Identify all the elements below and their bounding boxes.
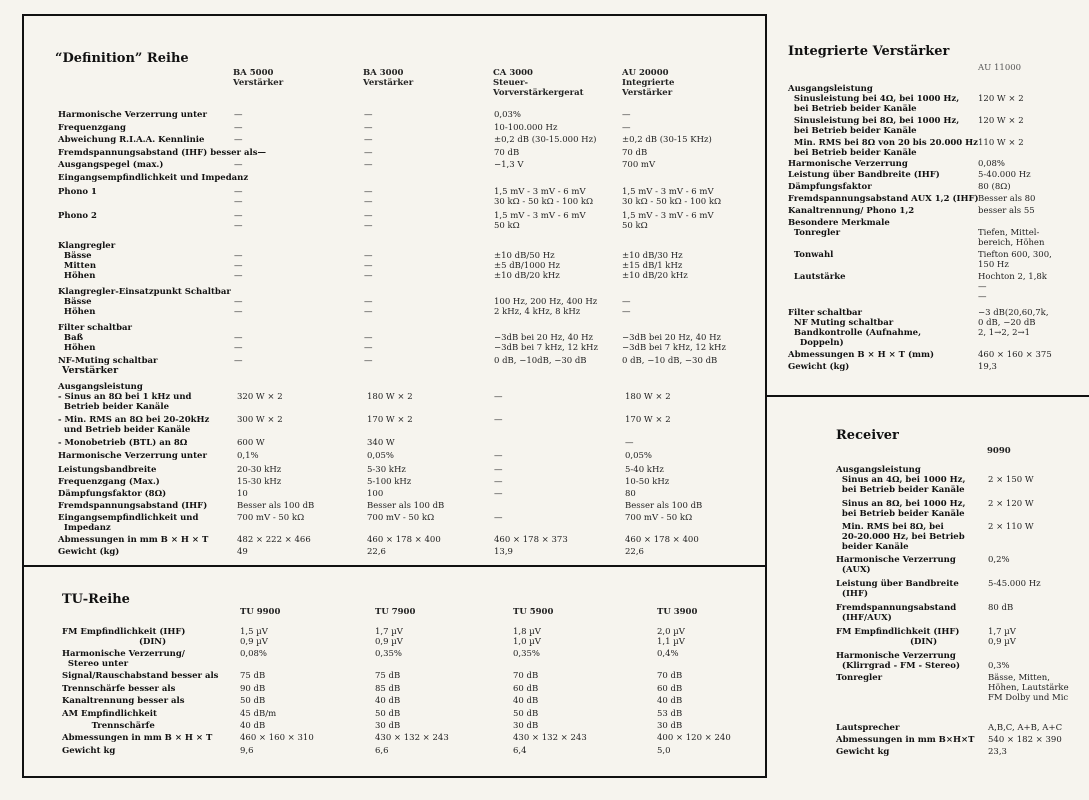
tu-row-5-label: AM Empfindlichkeit [62,709,157,719]
amp-row-9-cell-1: 460 × 178 × 400 [367,535,441,545]
tu-row-8-cell-0: 9,6 [240,746,254,756]
amp-row-6-label: Dämpfungsfaktor (8Ω) [58,489,167,499]
definition-col-1-type: Verstärker [363,78,414,88]
definition-row-5-label: Eingangsempfindlichkeit und Impedanz [58,173,249,183]
definition-row-1-label: Frequenzgang [58,123,126,133]
amp-row-0-cell-0: 320 W × 2 [237,392,283,402]
divider-bottom-left [22,776,767,778]
definition-row-10-cell-3: −3dB bei 20 Hz, 40 Hz −3dB bei 7 kHz, 12 kHz [622,333,726,353]
receiver-row-1-value: 2 × 120 W [988,499,1034,509]
amp-row-1-cell-2: — [494,415,503,425]
integrated-row-13-label: Gewicht (kg) [788,362,850,372]
definition-row-6-cell-1: — — [364,187,373,207]
amp-row-5-cell-1: 5-100 kHz [367,477,412,487]
tu-row-7-cell-2: 430 × 132 × 243 [513,733,587,743]
definition-col-0-model: BA 5000 [233,68,274,78]
tu-row-6-cell-1: 30 dB [375,721,401,731]
receiver-row-7-label: Harmonische Verzerrung (Klirrgrad - FM - Stereo) [836,651,961,671]
definition-row-9-cell-2: 100 Hz, 200 Hz, 400 Hz 2 kHz, 4 kHz, 8 kHz [494,297,598,317]
amp-row-7-label: Fremdspannungsabstand (IHF) [58,501,208,511]
amp-row-0-cell-3: 180 W × 2 [625,392,671,402]
amp-row-0-cell-2: — [494,392,503,402]
divider-tu-section [22,565,767,567]
amp-row-5-label: Frequenzgang (Max.) [58,477,160,487]
integrated-row-5-label: Dämpfungsfaktor [788,182,872,192]
definition-row-6-cell-0: — — [234,187,243,207]
tu-row-0-cell-1: 1,7 µV 0,9 µV [375,627,403,647]
integrated-row-0-label: Ausgangsleistung Sinusleistung bei 4Ω, bei 1000 Hz, bei Betrieb beider Kanäle [788,84,960,114]
definition-row-8-cell-2: ±10 dB/50 Hz ±5 dB/1000 Hz ±10 dB/20 kHz [494,251,561,281]
tu-row-5-cell-1: 50 dB [375,709,401,719]
definition-row-10-cell-1: — — [364,333,373,353]
amp-row-9-cell-3: 460 × 178 × 400 [625,535,699,545]
definition-col-2-type: Steuer- Vorverstärkergerat [493,78,584,98]
tu-row-8-cell-1: 6,6 [375,746,389,756]
tu-row-7-cell-3: 400 × 120 × 240 [657,733,731,743]
tu-row-1-cell-0: 0,08% [240,649,268,659]
tu-row-8-cell-2: 6,4 [513,746,527,756]
tu-row-4-cell-1: 40 dB [375,696,401,706]
tu-row-8-label: Gewicht kg [62,746,116,756]
tu-row-6-cell-0: 40 dB [240,721,266,731]
amp-row-9-label: Abmessungen in mm B × H × T [58,535,209,545]
definition-row-2-cell-3: ±0,2 dB (30-15 KHz) [622,135,712,145]
amp-row-3-label: Harmonische Verzerrung unter [58,451,207,461]
amp-row-4-cell-1: 5-30 kHz [367,465,406,475]
receiver-row-8-value: Bässe, Mitten, Höhen, Lautstärke FM Dolby und Mic [988,673,1069,703]
integrated-row-12-value: 460 × 160 × 375 [978,350,1052,360]
definition-row-4-cell-2: −1,3 V [494,160,524,170]
amp-row-2-cell-0: 600 W [237,438,265,448]
tu-row-3-cell-1: 85 dB [375,684,401,694]
tu-col-0: TU 9900 [240,607,281,617]
amp-row-3-cell-3: 0,05% [625,451,653,461]
tu-row-0-label: FM Empfindlichkeit (IHF) (DIN) [62,627,186,647]
tu-col-3: TU 3900 [657,607,698,617]
amp-row-1-cell-0: 300 W × 2 [237,415,283,425]
tu-row-2-cell-0: 75 dB [240,671,266,681]
receiver-row-9-label: Lautsprecher [836,723,900,733]
amp-row-2-cell-1: 340 W [367,438,395,448]
integrated-row-11-value: −3 dB(20,60,7k, 0 dB, −20 dB 2, 1→2, 2→1 [978,308,1049,338]
amp-row-3-cell-0: 0,1% [237,451,259,461]
receiver-row-8-label: Tonregler [836,673,883,683]
definition-row-4-cell-1: — [364,160,373,170]
definition-row-4-cell-3: 700 mV [622,160,656,170]
receiver-model: 9090 [987,446,1011,456]
definition-row-9-cell-3: — — [622,297,631,317]
definition-row-2-cell-0: — [234,135,243,145]
definition-row-11-label: NF-Muting schaltbar [58,356,158,366]
definition-row-0-cell-1: — [364,110,373,120]
integrated-row-7-value: besser als 55 [978,206,1035,216]
definition-row-7-cell-3: 1,5 mV - 3 mV - 6 mV 50 kΩ [622,211,714,231]
amp-row-9-cell-2: 460 × 178 × 373 [494,535,568,545]
definition-row-4-cell-0: — [234,160,243,170]
amp-row-1-label: - Min. RMS an 8Ω bei 20-20kHz und Betrieb beider Kanäle [58,415,210,435]
definition-row-1-cell-2: 10-100.000 Hz [494,123,558,133]
tu-row-3-label: Trennschärfe besser als [62,684,176,694]
divider-top-left [22,14,767,16]
definition-row-6-cell-2: 1,5 mV - 3 mV - 6 mV 30 kΩ - 50 kΩ - 100 kΩ [494,187,594,207]
definition-row-1-cell-1: — [364,123,373,133]
definition-row-11-cell-2: 0 dB, −10dB, −30 dB [494,356,587,366]
tu-row-3-cell-2: 60 dB [513,684,539,694]
receiver-row-3-value: 0,2% [988,555,1010,565]
definition-row-6-cell-3: 1,5 mV - 3 mV - 6 mV 30 kΩ - 50 kΩ - 100 kΩ [622,187,722,207]
integrated-row-8-label: Besondere Merkmale Tonregler [788,218,890,238]
definition-row-3-cell-1: — [364,148,373,158]
tu-row-6-label: Trennschärfe [62,721,155,731]
divider-right-sections [767,395,1089,397]
definition-row-9-label: Klangregler-Einsatzpunkt Schaltbar Bässe Höhen [58,287,231,317]
integrated-row-10-value: Hochton 2, 1,8k — — [978,272,1047,302]
amp-row-0-cell-1: 180 W × 2 [367,392,413,402]
definition-row-7-cell-0: — — [234,211,243,231]
integrated-row-8-value: Tiefen, Mittel- bereich, Höhen [978,228,1045,248]
amp-row-6-cell-2: — [494,489,503,499]
receiver-row-5-label: Fremdspannungsabstand (IHF/AUX) [836,603,957,623]
definition-col-3-model: AU 20000 [622,68,669,78]
amp-row-10-label: Gewicht (kg) [58,547,120,557]
definition-row-11-cell-0: — [234,356,243,366]
tu-col-1: TU 7900 [375,607,416,617]
tu-row-0-cell-2: 1,8 µV 1,0 µV [513,627,541,647]
receiver-row-2-value: 2 × 110 W [988,522,1034,532]
tu-row-3-cell-0: 90 dB [240,684,266,694]
amp-row-4-cell-3: 5-40 kHz [625,465,664,475]
integrated-row-0-value: 120 W × 2 [978,94,1024,104]
amp-row-4-cell-0: 20-30 kHz [237,465,282,475]
definition-row-1-cell-3: — [622,123,631,133]
definition-col-3-type: Integrierte Verstärker [622,78,675,98]
amp-row-10-cell-1: 22,6 [367,547,386,557]
amp-row-8-label: Eingangsempfindlichkeit und Impedanz [58,513,199,533]
receiver-row-2-label: Min. RMS bei 8Ω, bei 20-20.000 Hz, bei Betrieb beider Kanäle [841,522,965,552]
definition-row-7-label: Phono 2 [58,211,97,221]
amp-row-1-cell-3: 170 W × 2 [625,415,671,425]
definition-row-9-cell-1: — — [364,297,373,317]
amp-row-2-cell-3: — [625,438,634,448]
integrated-row-6-value: Besser als 80 [978,194,1036,204]
definition-row-10-label: Filter schaltbar Baß Höhen [58,323,132,353]
amp-row-5-cell-0: 15-30 kHz [237,477,282,487]
tu-row-2-cell-2: 70 dB [513,671,539,681]
receiver-row-6-value: 1,7 µV 0,9 µV [988,627,1016,647]
tu-row-1-cell-2: 0,35% [513,649,541,659]
tu-row-1-label: Harmonische Verzerrung/ Stereo unter [62,649,185,669]
definition-row-0-cell-3: — [622,110,631,120]
amp-row-5-cell-3: 10-50 kHz [625,477,670,487]
integrated-row-2-label: Min. RMS bei 8Ω von 20 bis 20.000 Hz bei Betrieb beider Kanäle [793,138,979,158]
amp-row-6-cell-1: 100 [367,489,384,499]
receiver-row-5-value: 80 dB [988,603,1014,613]
tu-row-1-cell-1: 0,35% [375,649,403,659]
receiver-row-1-label: Sinus an 8Ω, bei 1000 Hz, bei Betrieb beider Kanäle [841,499,966,519]
tu-row-6-cell-3: 30 dB [657,721,683,731]
definition-row-3-cell-3: 70 dB [622,148,648,158]
definition-row-8-label: Klangregler Bässe Mitten Höhen [58,241,116,281]
integrated-title: Integrierte Verstärker [788,44,950,59]
definition-row-0-cell-2: 0,03% [494,110,522,120]
receiver-row-3-label: Harmonische Verzerrung (AUX) [836,555,956,575]
amp-title: Verstärker [62,365,119,376]
definition-row-0-cell-0: — [234,110,243,120]
amp-row-10-cell-3: 22,6 [625,547,644,557]
integrated-row-3-value: 0,08% [978,159,1006,169]
tu-row-6-cell-2: 30 dB [513,721,539,731]
definition-col-2-model: CA 3000 [493,68,533,78]
definition-row-11-cell-1: — [364,356,373,366]
definition-row-1-cell-0: — [234,123,243,133]
definition-row-10-cell-0: — — [234,333,243,353]
receiver-row-6-label: FM Empfindlichkeit (IHF) (DIN) [836,627,960,647]
receiver-row-4-label: Leistung über Bandbreite (IHF) [836,579,959,599]
amp-row-8-cell-0: 700 mV - 50 kΩ [237,513,305,523]
definition-row-3-label: Fremdspannungsabstand (IHF) besser als— [58,148,266,158]
definition-row-2-cell-2: ±0,2 dB (30-15.000 Hz) [494,135,597,145]
definition-row-9-cell-0: — — [234,297,243,317]
tu-row-5-cell-3: 53 dB [657,709,683,719]
amp-row-7-cell-1: Besser als 100 dB [367,501,445,511]
amp-row-2-label: - Monobetrieb (BTL) an 8Ω [58,438,188,448]
integrated-row-1-value: 120 W × 2 [978,116,1024,126]
definition-row-2-label: Abweichung R.I.A.A. Kennlinie [58,135,205,145]
tu-row-7-label: Abmessungen in mm B × H × T [62,733,213,743]
definition-col-0-type: Verstärker [233,78,284,88]
integrated-row-6-label: Fremdspannungsabstand AUX 1,2 (IHF) [788,194,979,204]
amp-row-7-cell-3: Besser als 100 dB [625,501,703,511]
tu-row-8-cell-3: 5,0 [657,746,671,756]
integrated-row-12-label: Abmessungen B × H × T (mm) [788,350,934,360]
receiver-row-7-value: 0,3% [988,661,1010,671]
definition-row-8-cell-1: — — — [364,251,373,281]
amp-row-10-cell-2: 13,9 [494,547,513,557]
receiver-row-0-value: 2 × 150 W [988,475,1034,485]
amp-row-1-cell-1: 170 W × 2 [367,415,413,425]
integrated-row-5-value: 80 (8Ω) [978,182,1011,192]
divider-left-border [22,14,24,777]
tu-row-4-cell-2: 40 dB [513,696,539,706]
definition-row-8-cell-3: ±10 dB/30 Hz ±15 dB/1 kHz ±10 dB/20 kHz [622,251,688,281]
integrated-row-3-label: Harmonische Verzerrung [788,159,908,169]
tu-row-2-cell-1: 75 dB [375,671,401,681]
definition-row-10-cell-2: −3dB bei 20 Hz, 40 Hz −3dB bei 7 kHz, 12 kHz [494,333,598,353]
definition-row-7-cell-2: 1,5 mV - 3 mV - 6 mV 50 kΩ [494,211,586,231]
definition-row-0-label: Harmonische Verzerrung unter [58,110,207,120]
definition-row-3-cell-2: 70 dB [494,148,520,158]
definition-col-1-model: BA 3000 [363,68,404,78]
tu-col-2: TU 5900 [513,607,554,617]
amp-row-7-cell-0: Besser als 100 dB [237,501,315,511]
amp-row-5-cell-2: — [494,477,503,487]
amp-row-8-cell-2: — [494,513,503,523]
tu-row-4-label: Kanaltrennung besser als [62,696,185,706]
integrated-row-13-value: 19,3 [978,362,997,372]
definition-row-7-cell-1: — — [364,211,373,231]
receiver-row-9-value: A,B,C, A+B, A+C [988,723,1063,733]
integrated-row-10-label: Lautstärke [788,272,846,282]
tu-row-7-cell-1: 430 × 132 × 243 [375,733,449,743]
amp-row-8-cell-1: 700 mV - 50 kΩ [367,513,435,523]
amp-row-9-cell-0: 482 × 222 × 466 [237,535,311,545]
receiver-row-4-value: 5-45.000 Hz [988,579,1041,589]
receiver-row-10-label: Abmessungen in mm B×H×T [836,735,975,745]
definition-title: “Definition” Reihe [55,51,189,66]
integrated-row-1-label: Sinusleistung bei 8Ω, bei 1000 Hz, bei Betrieb beider Kanäle [793,116,960,136]
amp-row-3-cell-1: 0,05% [367,451,395,461]
integrated-row-11-label: Filter schaltbar NF Muting schaltbar Bandkontrolle (Aufnahme, Doppeln) [788,308,922,348]
tu-row-1-cell-3: 0,4% [657,649,679,659]
receiver-row-11-label: Gewicht kg [836,747,890,757]
integrated-row-9-label: Tonwahl [788,250,834,260]
integrated-row-9-value: Tiefton 600, 300, 150 Hz [978,250,1052,270]
amp-row-3-cell-2: — [494,451,503,461]
tu-row-3-cell-3: 60 dB [657,684,683,694]
tu-row-4-cell-3: 40 dB [657,696,683,706]
receiver-title: Receiver [836,428,899,443]
definition-row-8-cell-0: — — — [234,251,243,281]
integrated-row-4-label: Leistung über Bandbreite (IHF) [788,170,940,180]
tu-row-0-cell-3: 2,0 µV 1,1 µV [657,627,685,647]
amp-row-4-label: Leistungsbandbreite [58,465,157,475]
amp-row-10-cell-0: 49 [237,547,248,557]
receiver-row-0-label: Ausgangsleistung Sinus an 4Ω, bei 1000 Hz, bei Betrieb beider Kanäle [836,465,966,495]
tu-title: TU-Reihe [62,592,130,607]
definition-row-2-cell-1: — [364,135,373,145]
tu-row-2-cell-3: 70 dB [657,671,683,681]
tu-row-7-cell-0: 460 × 160 × 310 [240,733,314,743]
amp-row-6-cell-0: 10 [237,489,248,499]
definition-row-6-label: Phono 1 [58,187,97,197]
tu-row-2-label: Signal/Rauschabstand besser als [62,671,219,681]
definition-row-11-cell-3: 0 dB, −10 dB, −30 dB [622,356,718,366]
amp-row-6-cell-3: 80 [625,489,636,499]
amp-row-0-label: Ausgangsleistung - Sinus an 8Ω bei 1 kHz und Betrieb beider Kanäle [58,382,192,412]
tu-row-0-cell-0: 1,5 µV 0,9 µV [240,627,268,647]
amp-row-8-cell-3: 700 mV - 50 kΩ [625,513,693,523]
integrated-model: AU 11000 [978,63,1022,73]
tu-row-5-cell-2: 50 dB [513,709,539,719]
definition-row-4-label: Ausgangspegel (max.) [58,160,164,170]
receiver-row-10-value: 540 × 182 × 390 [988,735,1062,745]
integrated-row-4-value: 5-40.000 Hz [978,170,1031,180]
amp-row-4-cell-2: — [494,465,503,475]
integrated-row-7-label: Kanaltrennung/ Phono 1,2 [788,206,915,216]
tu-row-4-cell-0: 50 dB [240,696,266,706]
integrated-row-2-value: 110 W × 2 [978,138,1024,148]
tu-row-5-cell-0: 45 dB/m [240,709,277,719]
receiver-row-11-value: 23,3 [988,747,1007,757]
